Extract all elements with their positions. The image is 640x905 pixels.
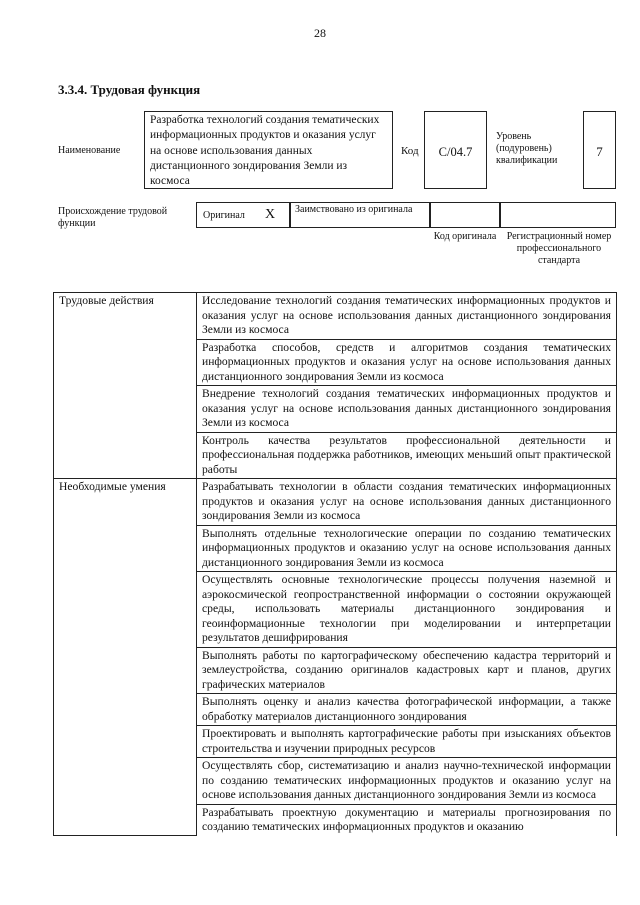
table-cell: Осуществлять сбор, систематизацию и анализ научно-технической информации по созданию тематических информационных продуктов и оказанию услуг на основе использования данных дистанционного зондирования Земли из космоса xyxy=(197,758,617,805)
reg-number-cell xyxy=(500,202,616,228)
table-cell: Разработка способов, средств и алгоритмов создания тематических информационных продуктов и оказания услуг на основе использования данных дистанционного зондирования Земли из космоса xyxy=(197,339,617,386)
code-original-cell xyxy=(430,202,500,228)
table-cell: Осуществлять основные технологические процессы получения наземной и аэрокосмической геопространственной информации о состоянии окружающей среды, использовать материалы дистанционного зондирования и геоинформационные технологии при моделировании и интерпретации результатов дешифрирования xyxy=(197,572,617,648)
table-cell: Внедрение технологий создания тематических информационных продуктов и оказания услуг на основе использования данных дистанционного зондирования Земли из космоса xyxy=(197,386,617,433)
section-title: 3.3.4. Трудовая функция xyxy=(58,82,201,97)
labor-actions-category: Трудовые действия xyxy=(54,293,197,479)
origin-original-cell xyxy=(196,202,290,228)
table-cell: Выполнять отдельные технологические операции по созданию тематических информационных продуктов и оказанию услуг на основе использования данных дистанционного зондирования Земли из космоса xyxy=(197,525,617,572)
table-cell: Разрабатывать технологии в области создания тематических информационных продуктов и оказания услуг на основе использования данных дистанционного зондирования Земли из космоса xyxy=(197,479,617,526)
required-skills-category: Необходимые умения xyxy=(54,479,197,836)
table-cell: Проектировать и выполнять картографические работы при изысканиях объектов строительства и изучении природных ресурсов xyxy=(197,726,617,758)
name-label: Наименование xyxy=(58,145,121,156)
origin-row xyxy=(196,202,616,228)
table-row xyxy=(54,479,617,526)
table-cell: Выполнять работы по картографическому обеспечению кадастра территорий и землеустройства, созданию оригиналов кадастровых карт и планов, других графических материалов xyxy=(197,647,617,694)
function-name-box: Разработка технологий создания тематических информационных продуктов и оказания услуг на основе использования данных дистанционного зондирования Земли из космоса xyxy=(144,111,393,189)
original-mark: X xyxy=(265,207,276,222)
reg-number-caption: Регистрационный номер профессионального стандарта xyxy=(506,231,612,266)
borrowed-label: Заимствовано из оригинала xyxy=(295,204,413,215)
original-label: Оригинал xyxy=(203,210,245,221)
function-table xyxy=(53,292,617,836)
level-label: Уровень (подуровень) квалификации xyxy=(496,131,558,166)
table-row xyxy=(54,293,617,340)
table-cell: Разрабатывать проектную документацию и материалы прогнозирования по созданию тематических информационных продуктов и оказанию xyxy=(197,804,617,836)
code-original-caption: Код оригинала xyxy=(433,231,497,242)
code-label: Код xyxy=(401,145,419,157)
table-cell: Выполнять оценку и анализ качества фотографической информации, а также обработку материалов дистанционного зондирования xyxy=(197,694,617,726)
origin-borrowed-cell xyxy=(290,202,430,228)
code-value-box: С/04.7 xyxy=(424,111,487,189)
table-cell: Контроль качества результатов профессиональной деятельности и профессиональная поддержка работников, имеющих меньший опыт практической работы xyxy=(197,432,617,479)
page-number: 28 xyxy=(314,26,326,40)
origin-label: Происхождение трудовой функции xyxy=(58,206,168,229)
table-cell: Исследование технологий создания тематических информационных продуктов и оказания услуг на основе использования данных дистанционного зондирования Земли из космоса xyxy=(197,293,617,340)
qualification-level-box: 7 xyxy=(583,111,616,189)
